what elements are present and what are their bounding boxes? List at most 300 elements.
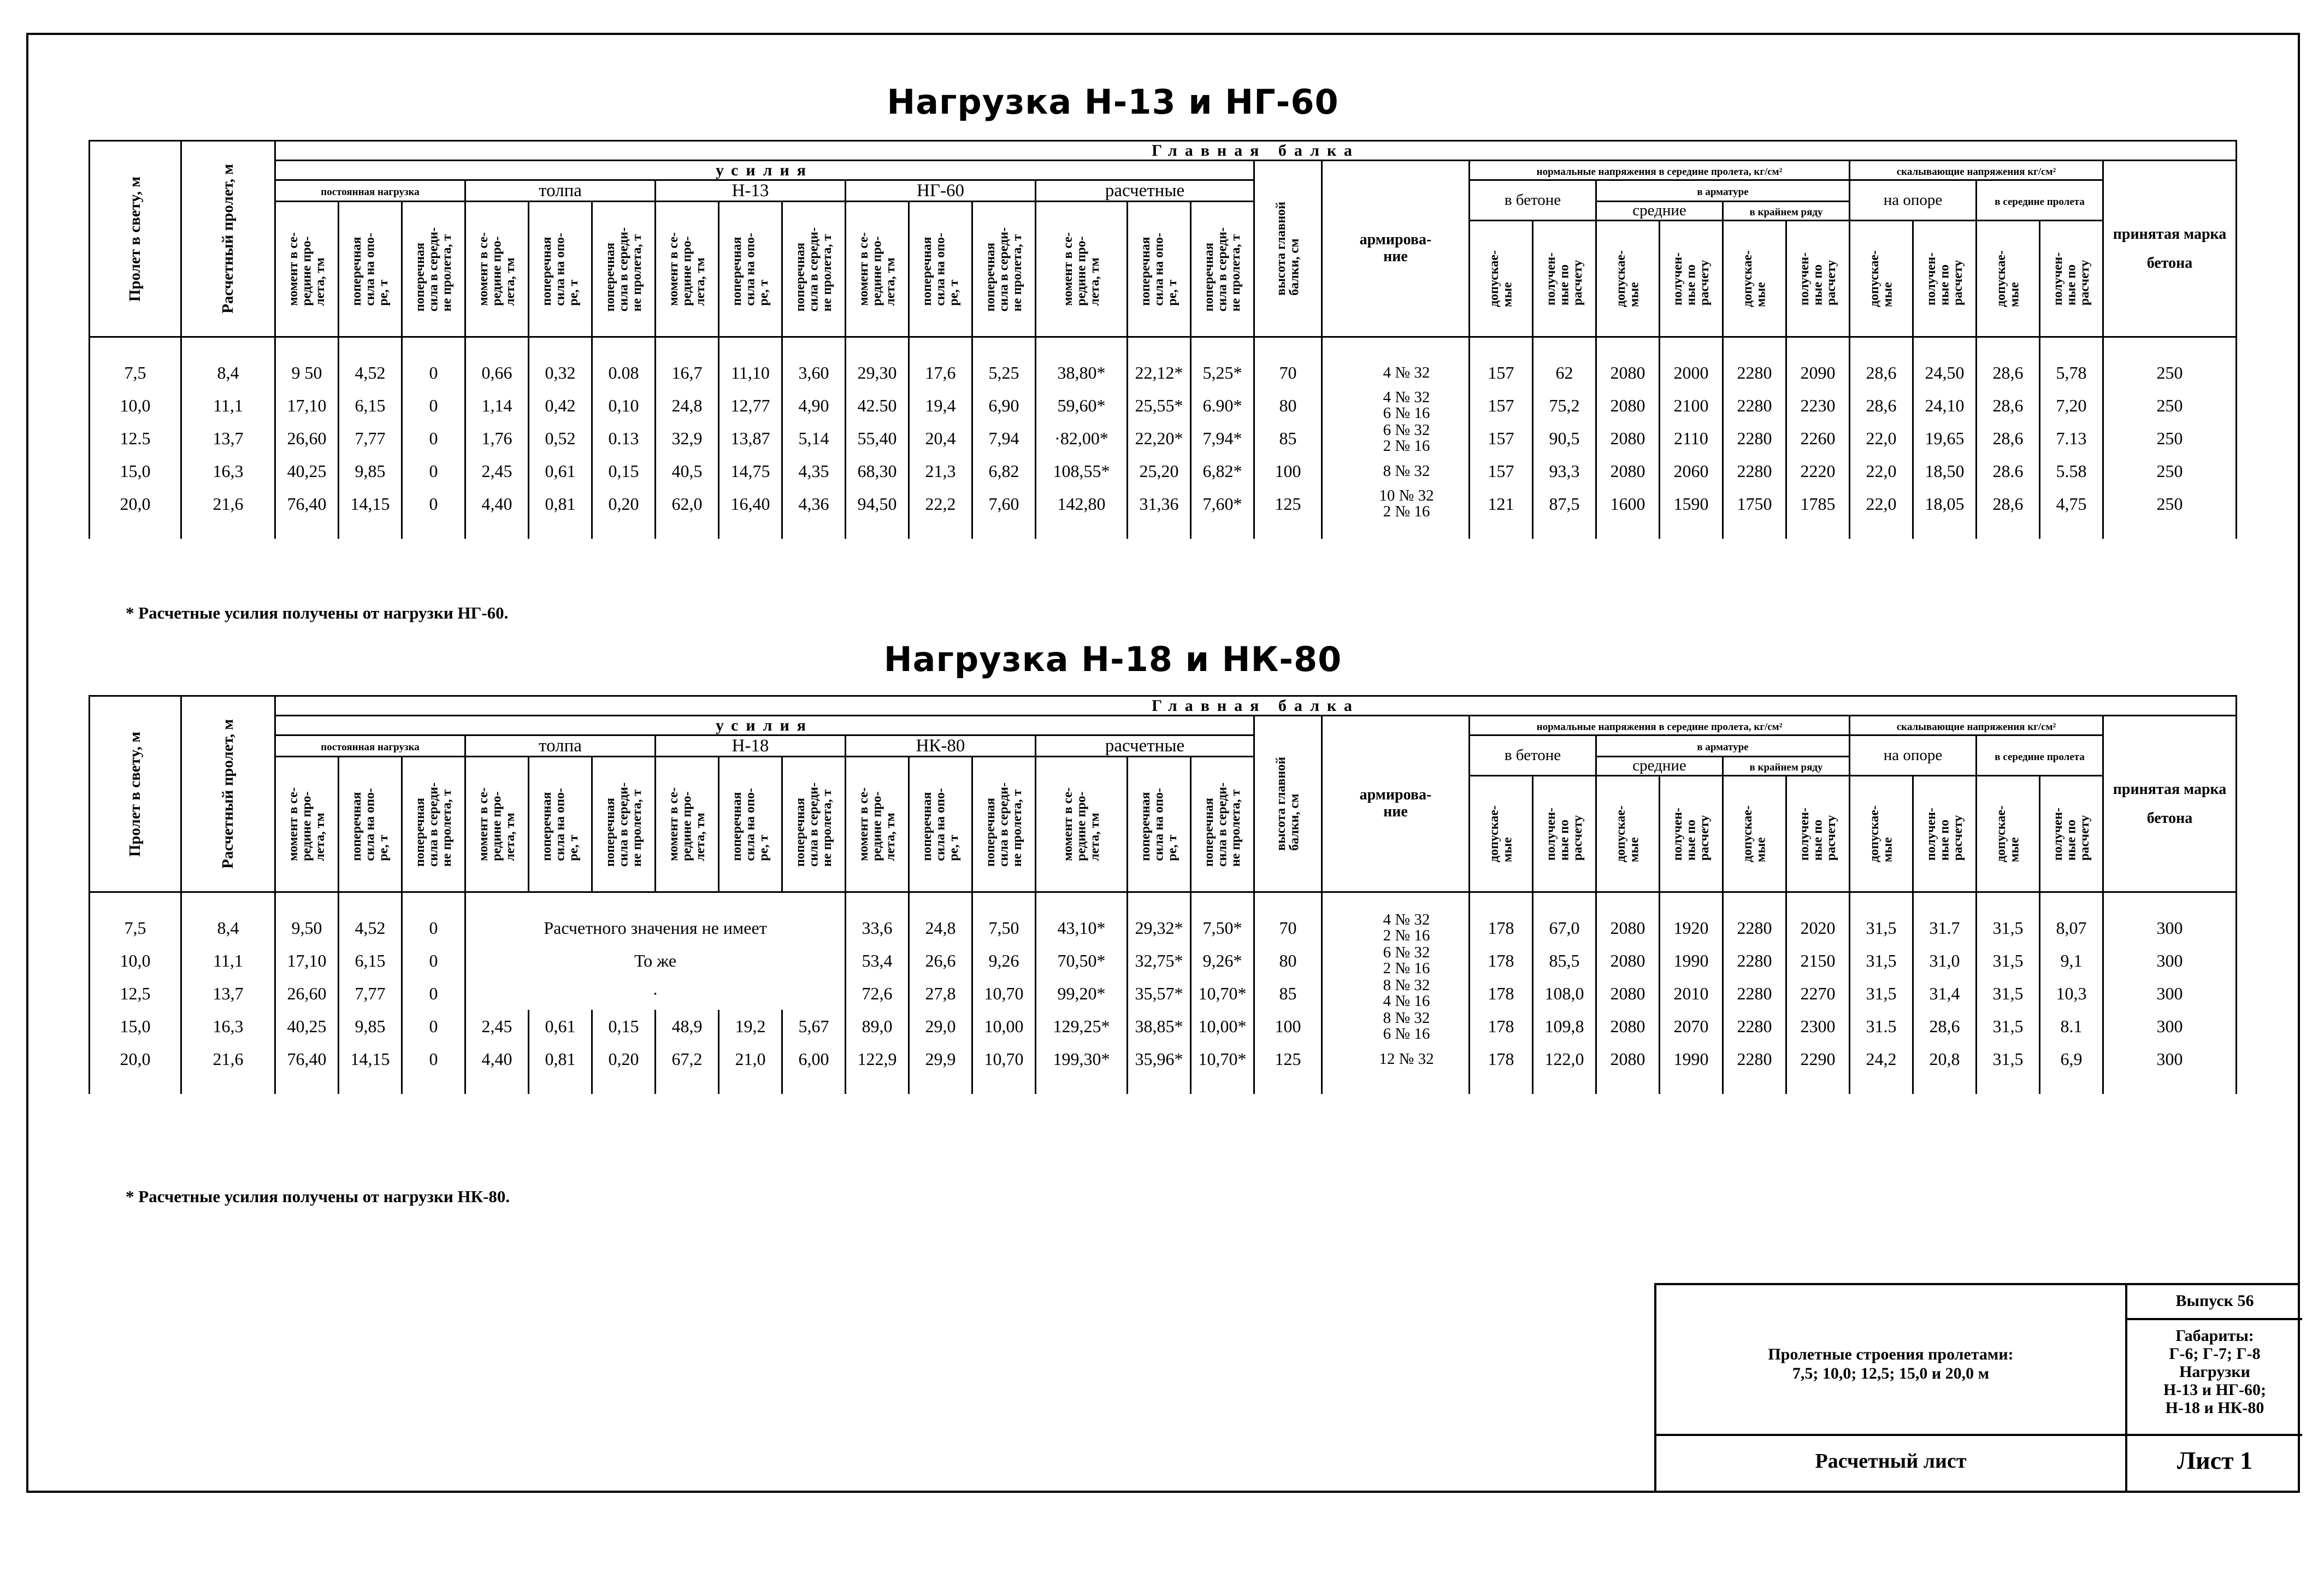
- span-label: Пролет в светy, м: [126, 176, 144, 302]
- table-cell: 25,55*: [1128, 389, 1191, 422]
- table-cell: 2080: [1596, 1010, 1660, 1043]
- table-cell: 31,5: [1850, 944, 1913, 977]
- table-cell: 40,5: [656, 455, 719, 487]
- force-column-label: момент в се- редине про- лета, тм: [1060, 787, 1102, 862]
- table-cell: 122,9: [846, 1043, 909, 1094]
- in-reinforcement-header: [1596, 735, 1850, 757]
- table-cell: 7,5: [90, 892, 181, 945]
- table-cell: 85: [1254, 422, 1322, 455]
- force-column-label: поперечная сила в середи- не пролета, т: [412, 782, 454, 867]
- force-column-label: поперечная сила в середи- не пролета, т: [412, 227, 454, 311]
- table-cell: 108,0: [1533, 977, 1596, 1010]
- table-cell: 80: [1254, 389, 1322, 422]
- table1-note: * Расчетные усилия получены от нагрузки НГ-60.: [126, 603, 509, 622]
- table-cell: 8,4: [181, 337, 275, 390]
- table-cell: 26,6: [909, 944, 972, 977]
- table-cell: 109,8: [1533, 1010, 1596, 1043]
- table-cell: 100: [1254, 455, 1322, 487]
- table-cell: 142,80: [1036, 487, 1128, 539]
- table-cell: 1,76: [465, 422, 529, 455]
- table-cell: 21,3: [909, 455, 972, 487]
- table-cell: 33,6: [846, 892, 909, 945]
- table-cell: 11,1: [181, 944, 275, 977]
- force-column-label: поперечная сила в середи- не пролета, т: [793, 782, 834, 867]
- table-cell: 0: [402, 892, 465, 945]
- table-cell: 7,5: [90, 337, 181, 390]
- mid-span-header: [1977, 735, 2103, 776]
- table-cell: 2280: [1723, 1043, 1786, 1094]
- table-cell: 31,5: [1977, 944, 2040, 977]
- force-column-header: [275, 202, 339, 337]
- table-cell: 2280: [1723, 944, 1786, 977]
- force-column-header: [529, 757, 592, 892]
- table-cell: 5,25*: [1191, 337, 1254, 390]
- table-cell: 7,77: [339, 422, 402, 455]
- table-cell: 6,82*: [1191, 455, 1254, 487]
- table-cell: 25,20: [1128, 455, 1191, 487]
- load-group-label: толпа: [539, 736, 582, 756]
- concrete-grade-header: [2103, 161, 2237, 337]
- height-label: высота главной балки, см: [1274, 757, 1302, 851]
- force-column-label: поперечная сила в середи- не пролета, т: [1201, 227, 1243, 311]
- force-column-header: [592, 202, 656, 337]
- table-cell: 16,7: [656, 337, 719, 390]
- allowable-label: допускае- мые: [1487, 805, 1515, 863]
- table-cell: 20,8: [1913, 1043, 1977, 1094]
- no-value-cell: Расчетного значения не имеет: [465, 892, 846, 945]
- table-cell: 80: [1254, 944, 1322, 977]
- table-cell: 250: [2103, 389, 2237, 422]
- table-cell: 10,70*: [1191, 1043, 1254, 1094]
- outer-row-header: [1723, 757, 1850, 776]
- reinforcement-header: [1322, 716, 1470, 892]
- table-cell: 178: [1470, 977, 1533, 1010]
- span-header: [90, 141, 181, 337]
- table-cell: 1590: [1660, 487, 1723, 539]
- table-cell: 0: [402, 1043, 465, 1094]
- shear-stress-header: [1850, 161, 2103, 180]
- load-group-header: [656, 735, 846, 757]
- forces-label: усилия: [715, 716, 814, 734]
- outer-row-label: в крайнем ряду: [1749, 762, 1823, 774]
- table1-title: Нагрузка Н-13 и НГ-60: [887, 82, 1339, 122]
- table-cell: 22,0: [1850, 422, 1913, 455]
- table-cell: 10,00: [972, 1010, 1036, 1043]
- table-cell: 24,2: [1850, 1043, 1913, 1094]
- table-cell: 15,0: [90, 455, 181, 487]
- table-cell: 9,85: [339, 1010, 402, 1043]
- in-reinforcement-label: в арматуре: [1697, 742, 1749, 754]
- table-cell: 22,12*: [1128, 337, 1191, 390]
- table-cell: 6 № 32 2 № 16: [1322, 944, 1470, 977]
- table-cell: 62: [1533, 337, 1596, 390]
- force-column-label: поперечная сила в середи- не пролета, т: [1201, 782, 1243, 867]
- load-group-header: [465, 180, 656, 202]
- allowable-header: [1723, 776, 1786, 892]
- table-cell: 17,6: [909, 337, 972, 390]
- forces-label: усилия: [715, 161, 814, 179]
- table-cell: 29,30: [846, 337, 909, 390]
- calculated-label: получен- ные по расчету: [1797, 807, 1838, 861]
- calculated-header: [1913, 776, 1977, 892]
- table-cell: 8 № 32 4 № 16: [1322, 977, 1470, 1010]
- table-cell: 19,2: [719, 1010, 782, 1043]
- table-cell: 2080: [1596, 977, 1660, 1010]
- table-cell: 1990: [1660, 944, 1723, 977]
- table-cell: 108,55*: [1036, 455, 1128, 487]
- table-cell: 0,10: [592, 389, 656, 422]
- calculated-label: получен- ные по расчету: [1797, 252, 1838, 305]
- calculated-header: [2040, 221, 2103, 337]
- no-value-cell: То же: [465, 944, 846, 977]
- table-cell: 10,00*: [1191, 1010, 1254, 1043]
- normal-stress-header: [1470, 716, 1850, 735]
- no-value-cell: ·: [465, 977, 846, 1010]
- table-row: [90, 389, 2237, 422]
- shear-stress-header: [1850, 716, 2103, 735]
- table-cell: 300: [2103, 944, 2237, 977]
- table-cell: 4,36: [782, 487, 846, 539]
- table-cell: 31,4: [1913, 977, 1977, 1010]
- design-span-label: Расчетный пролет, м: [219, 164, 237, 314]
- title-block-issue: Выпуск 56: [2175, 1292, 2254, 1310]
- table-cell: 0: [402, 389, 465, 422]
- table-cell: 0,20: [592, 487, 656, 539]
- table-cell: 31,5: [1977, 892, 2040, 945]
- allowable-label: допускае- мые: [1614, 250, 1642, 308]
- table-cell: 29,9: [909, 1043, 972, 1094]
- table-cell: 6,82: [972, 455, 1036, 487]
- calculated-label: получен- ные по расчету: [1670, 807, 1712, 861]
- table-cell: 199,30*: [1036, 1043, 1128, 1094]
- force-column-label: момент в се- редине про- лета, тм: [1060, 232, 1102, 307]
- table-cell: 250: [2103, 455, 2237, 487]
- force-column-header: [719, 202, 782, 337]
- table-cell: 40,25: [275, 1010, 339, 1043]
- table-cell: 0,42: [529, 389, 592, 422]
- table-cell: 22,0: [1850, 487, 1913, 539]
- table2-note: * Расчетные усилия получены от нагрузки НК-80.: [126, 1187, 510, 1206]
- table-cell: 9,85: [339, 455, 402, 487]
- force-column-label: поперечная сила на опо- ре, т: [919, 787, 961, 861]
- table-cell: 0,52: [529, 422, 592, 455]
- main-beam-label: Главная балка: [1152, 697, 1360, 715]
- load-group-header: [1036, 180, 1254, 202]
- force-column-label: поперечная сила на опо- ре, т: [919, 232, 961, 306]
- table-cell: 6 № 32 2 № 16: [1322, 422, 1470, 455]
- force-column-header: [972, 757, 1036, 892]
- load-group-label: НГ-60: [917, 181, 964, 201]
- table-cell: 0,15: [592, 1010, 656, 1043]
- table-cell: 10,70: [972, 977, 1036, 1010]
- in-concrete-label: в бетоне: [1504, 191, 1561, 209]
- allowable-header: [1596, 221, 1660, 337]
- force-column-label: момент в се- редине про- лета, тм: [286, 232, 327, 307]
- table-cell: 43,10*: [1036, 892, 1128, 945]
- table-cell: 12.5: [90, 422, 181, 455]
- table-cell: 0,32: [529, 337, 592, 390]
- table-cell: 90,5: [1533, 422, 1596, 455]
- at-support-label: на опоре: [1883, 746, 1943, 764]
- force-column-header: [846, 202, 909, 337]
- at-support-header: [1850, 735, 1977, 776]
- table-cell: 0.13: [592, 422, 656, 455]
- table-cell: 11,10: [719, 337, 782, 390]
- average-label: средние: [1632, 757, 1686, 775]
- table-cell: 0,81: [529, 1043, 592, 1094]
- calculated-header: [1533, 221, 1596, 337]
- table-cell: 16,3: [181, 1010, 275, 1043]
- table-cell: 22,20*: [1128, 422, 1191, 455]
- table-cell: 10,70*: [1191, 977, 1254, 1010]
- height-header: [1254, 716, 1322, 892]
- table-row: [90, 977, 2237, 1010]
- table-cell: 31.5: [1850, 1010, 1913, 1043]
- table-cell: 93,3: [1533, 455, 1596, 487]
- table-cell: 0: [402, 944, 465, 977]
- average-header: [1596, 757, 1723, 776]
- table-cell: 0: [402, 487, 465, 539]
- table-cell: 31,36: [1128, 487, 1191, 539]
- table-cell: 31,5: [1977, 977, 2040, 1010]
- table-cell: 85,5: [1533, 944, 1596, 977]
- table-cell: 2260: [1786, 422, 1850, 455]
- table-cell: 9,50: [275, 892, 339, 945]
- table-cell: 6,00: [782, 1043, 846, 1094]
- table-cell: 300: [2103, 1043, 2237, 1094]
- average-header: [1596, 202, 1723, 221]
- table-cell: 38,80*: [1036, 337, 1128, 390]
- allowable-header: [1723, 221, 1786, 337]
- table-cell: 129,25*: [1036, 1010, 1128, 1043]
- table-cell: 10,3: [2040, 977, 2103, 1010]
- force-column-header: [656, 202, 719, 337]
- table-cell: 5,14: [782, 422, 846, 455]
- table-cell: 28.6: [1977, 455, 2040, 487]
- force-column-label: поперечная сила на опо- ре, т: [729, 787, 771, 861]
- table-cell: 178: [1470, 1010, 1533, 1043]
- force-column-label: поперечная сила в середи- не пролета, т: [793, 227, 834, 311]
- table-cell: 27,8: [909, 977, 972, 1010]
- force-column-label: момент в се- редине про- лета, тм: [666, 232, 707, 307]
- allowable-label: допускае- мые: [1614, 805, 1642, 863]
- table-cell: 21,6: [181, 1043, 275, 1094]
- title-block-sheet-number: Лист 1: [2176, 1446, 2253, 1474]
- table-cell: 70: [1254, 892, 1322, 945]
- in-concrete-header: [1470, 180, 1596, 221]
- table-cell: 100: [1254, 1010, 1322, 1043]
- table-cell: 7,94*: [1191, 422, 1254, 455]
- table-cell: 31,5: [1850, 977, 1913, 1010]
- table-cell: 18,50: [1913, 455, 1977, 487]
- table-cell: 35,57*: [1128, 977, 1191, 1010]
- force-column-header: [1191, 757, 1254, 892]
- table-cell: 0,66: [465, 337, 529, 390]
- table-cell: 6,9: [2040, 1043, 2103, 1094]
- main-beam-header: [275, 141, 2237, 161]
- force-column-label: поперечная сила в середи- не пролета, т: [983, 782, 1024, 867]
- table-cell: 72,6: [846, 977, 909, 1010]
- table-cell: 4,90: [782, 389, 846, 422]
- load-group-header: [275, 735, 465, 757]
- load-group-label: постоянная нагрузка: [321, 186, 420, 198]
- table-cell: 68,30: [846, 455, 909, 487]
- force-column-header: [972, 202, 1036, 337]
- table-cell: 2100: [1660, 389, 1723, 422]
- table-cell: 157: [1470, 337, 1533, 390]
- table-cell: 2020: [1786, 892, 1850, 945]
- force-column-header: [782, 757, 846, 892]
- table-cell: 87,5: [1533, 487, 1596, 539]
- table-cell: 2070: [1660, 1010, 1723, 1043]
- table-cell: 75,2: [1533, 389, 1596, 422]
- concrete-grade-label: принятая марка бетона: [2113, 780, 2227, 827]
- calculated-header: [1786, 221, 1850, 337]
- force-column-header: [339, 202, 402, 337]
- force-column-header: [656, 757, 719, 892]
- calculated-label: получен- ные по расчету: [1924, 807, 1965, 861]
- mid-span-label: в середине пролета: [1995, 751, 2085, 763]
- table-cell: 8 № 32 6 № 16: [1322, 1010, 1470, 1043]
- design-span-header: [181, 141, 275, 337]
- in-reinforcement-header: [1596, 180, 1850, 202]
- force-column-header: [592, 757, 656, 892]
- force-column-header: [402, 202, 465, 337]
- average-label: средние: [1632, 202, 1686, 220]
- table-cell: 125: [1254, 1043, 1322, 1094]
- table-cell: 2230: [1786, 389, 1850, 422]
- allowable-header: [1470, 776, 1533, 892]
- table-cell: 31,5: [1850, 892, 1913, 945]
- table-cell: 6.90*: [1191, 389, 1254, 422]
- table-cell: 7,77: [339, 977, 402, 1010]
- table-cell: 4,52: [339, 892, 402, 945]
- table-cell: 1600: [1596, 487, 1660, 539]
- table-cell: 2080: [1596, 892, 1660, 945]
- table-cell: 9,26: [972, 944, 1036, 977]
- main-beam-header: [275, 696, 2237, 716]
- table-cell: 94,50: [846, 487, 909, 539]
- allowable-header: [1850, 221, 1913, 337]
- table-cell: 10,70: [972, 1043, 1036, 1094]
- table-cell: 0,20: [592, 1043, 656, 1094]
- load-group-header: [846, 735, 1036, 757]
- table-cell: 10,0: [90, 944, 181, 977]
- in-concrete-label: в бетоне: [1504, 746, 1561, 764]
- calculated-header: [1786, 776, 1850, 892]
- table-cell: 5,25: [972, 337, 1036, 390]
- table-cell: 62,0: [656, 487, 719, 539]
- table-cell: 7,60: [972, 487, 1036, 539]
- allowable-label: допускае- мые: [1994, 250, 2022, 308]
- load-group-header: [656, 180, 846, 202]
- table-cell: 5,67: [782, 1010, 846, 1043]
- allowable-header: [1977, 776, 2040, 892]
- table-cell: 8.1: [2040, 1010, 2103, 1043]
- calculated-label: получен- ные по расчету: [2050, 252, 2092, 305]
- table-cell: 2280: [1723, 1010, 1786, 1043]
- load-group-header: [1036, 735, 1254, 757]
- table-cell: 8 № 32: [1322, 455, 1470, 487]
- calculated-label: получен- ные по расчету: [2050, 807, 2092, 861]
- table-cell: 28,6: [1977, 422, 2040, 455]
- table-cell: 157: [1470, 422, 1533, 455]
- table-cell: 32,9: [656, 422, 719, 455]
- table-cell: 7,60*: [1191, 487, 1254, 539]
- table-cell: 70,50*: [1036, 944, 1128, 977]
- table-cell: 59,60*: [1036, 389, 1128, 422]
- table-cell: 1920: [1660, 892, 1723, 945]
- calculated-header: [1533, 776, 1596, 892]
- table-cell: 11,1: [181, 389, 275, 422]
- table-cell: 20,0: [90, 487, 181, 539]
- table-cell: 85: [1254, 977, 1322, 1010]
- force-column-header: [1036, 757, 1128, 892]
- table-cell: 40,25: [275, 455, 339, 487]
- table-cell: 0: [402, 1010, 465, 1043]
- load-group-label: постоянная нагрузка: [321, 742, 420, 754]
- table-cell: 2280: [1723, 337, 1786, 390]
- table-cell: 12 № 32: [1322, 1043, 1470, 1094]
- table-cell: 7,50*: [1191, 892, 1254, 945]
- table-cell: 300: [2103, 977, 2237, 1010]
- table-cell: 42.50: [846, 389, 909, 422]
- force-column-label: поперечная сила на опо- ре, т: [539, 232, 581, 306]
- force-column-header: [846, 757, 909, 892]
- allowable-label: допускае- мые: [1487, 250, 1515, 308]
- force-column-label: поперечная сила в середи- не пролета, т: [603, 782, 644, 867]
- load-group-label: расчетные: [1105, 181, 1185, 201]
- table-cell: 10 № 32 2 № 16: [1322, 487, 1470, 539]
- table-cell: 2080: [1596, 389, 1660, 422]
- force-column-label: поперечная сила в середи- не пролета, т: [603, 227, 644, 311]
- table-cell: 250: [2103, 422, 2237, 455]
- table-cell: 67,2: [656, 1043, 719, 1094]
- table-cell: 1750: [1723, 487, 1786, 539]
- table-cell: 29,32*: [1128, 892, 1191, 945]
- calculated-label: получен- ные по расчету: [1543, 807, 1585, 861]
- table1: [89, 140, 2237, 539]
- allowable-header: [1596, 776, 1660, 892]
- table-cell: 0,81: [529, 487, 592, 539]
- table-cell: 26,60: [275, 977, 339, 1010]
- load-group-label: расчетные: [1105, 736, 1185, 756]
- table2-title: Нагрузка Н-18 и НК-80: [883, 639, 1342, 679]
- table-cell: 29,0: [909, 1010, 972, 1043]
- table-cell: 157: [1470, 455, 1533, 487]
- table-cell: 12,5: [90, 977, 181, 1010]
- force-column-label: поперечная сила на опо- ре, т: [1138, 232, 1179, 306]
- force-column-label: поперечная сила на опо- ре, т: [729, 232, 771, 306]
- outer-row-label: в крайнем ряду: [1749, 207, 1823, 219]
- table2: [89, 695, 2237, 1094]
- table-cell: 2280: [1723, 422, 1786, 455]
- table-cell: 35,96*: [1128, 1043, 1191, 1094]
- table-cell: 76,40: [275, 1043, 339, 1094]
- table-cell: 19,4: [909, 389, 972, 422]
- force-column-label: момент в се- редине про- лета, тм: [666, 787, 707, 862]
- allowable-label: допускае- мые: [1741, 250, 1768, 308]
- table-cell: 24,50: [1913, 337, 1977, 390]
- force-column-header: [465, 757, 529, 892]
- table-cell: 2280: [1723, 892, 1786, 945]
- table-cell: 300: [2103, 1010, 2237, 1043]
- table-cell: 21,6: [181, 487, 275, 539]
- calculated-header: [1660, 776, 1723, 892]
- force-column-label: момент в се- редине про- лета, тм: [856, 787, 898, 862]
- table-cell: 2090: [1786, 337, 1850, 390]
- table-cell: 8,4: [181, 892, 275, 945]
